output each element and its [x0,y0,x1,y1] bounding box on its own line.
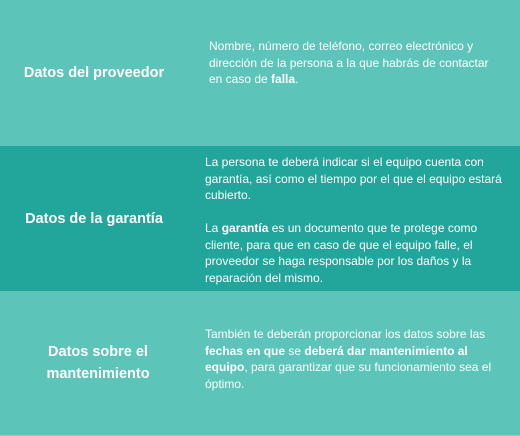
row-garantia [0,146,520,291]
text-span: es un documento que te protege como cliente, para que en caso de que el equipo falle, el proveedor se haga responsable por los daños y la reparación del mismo. [205,221,478,285]
row-description-mantenimiento [182,291,520,435]
bold-text: deberá dar mantenimiento al equipo [205,343,468,374]
bold-text: fechas en que [205,343,286,358]
paragraph [205,220,504,286]
bold-text: garantía [221,221,269,235]
paragraph [205,326,504,392]
paragraph [205,154,504,204]
row-label-mantenimiento: Datos sobre el mantenimiento [46,344,150,382]
text-span: , para garantizar que su funcionamiento sea el óptimo. [205,360,492,391]
text-span: La [205,221,222,235]
row-description-proveedor [182,0,520,146]
text-span: Nombre, número de teléfono, correo electrónico y dirección de la persona a la que habrás de contactar en caso de [209,39,489,86]
row-description-garantia [182,146,520,291]
row-mantenimiento [0,291,520,436]
row-label-garantia: Datos de la garantía [25,210,163,227]
row-label-proveedor: Datos del proveedor [23,65,165,81]
paragraph [209,38,504,88]
text-span: También te deberán proporcionar los datos sobre las [205,327,486,341]
text-span: La persona te deberá indicar si el equipo cuenta con garantía, así como el tiempo por el que el equipo estará cubierto. [205,155,502,202]
text-span: . [295,72,299,86]
bold-text: falla [271,72,296,86]
text-span: se [285,343,305,358]
row-proveedor [0,0,520,146]
